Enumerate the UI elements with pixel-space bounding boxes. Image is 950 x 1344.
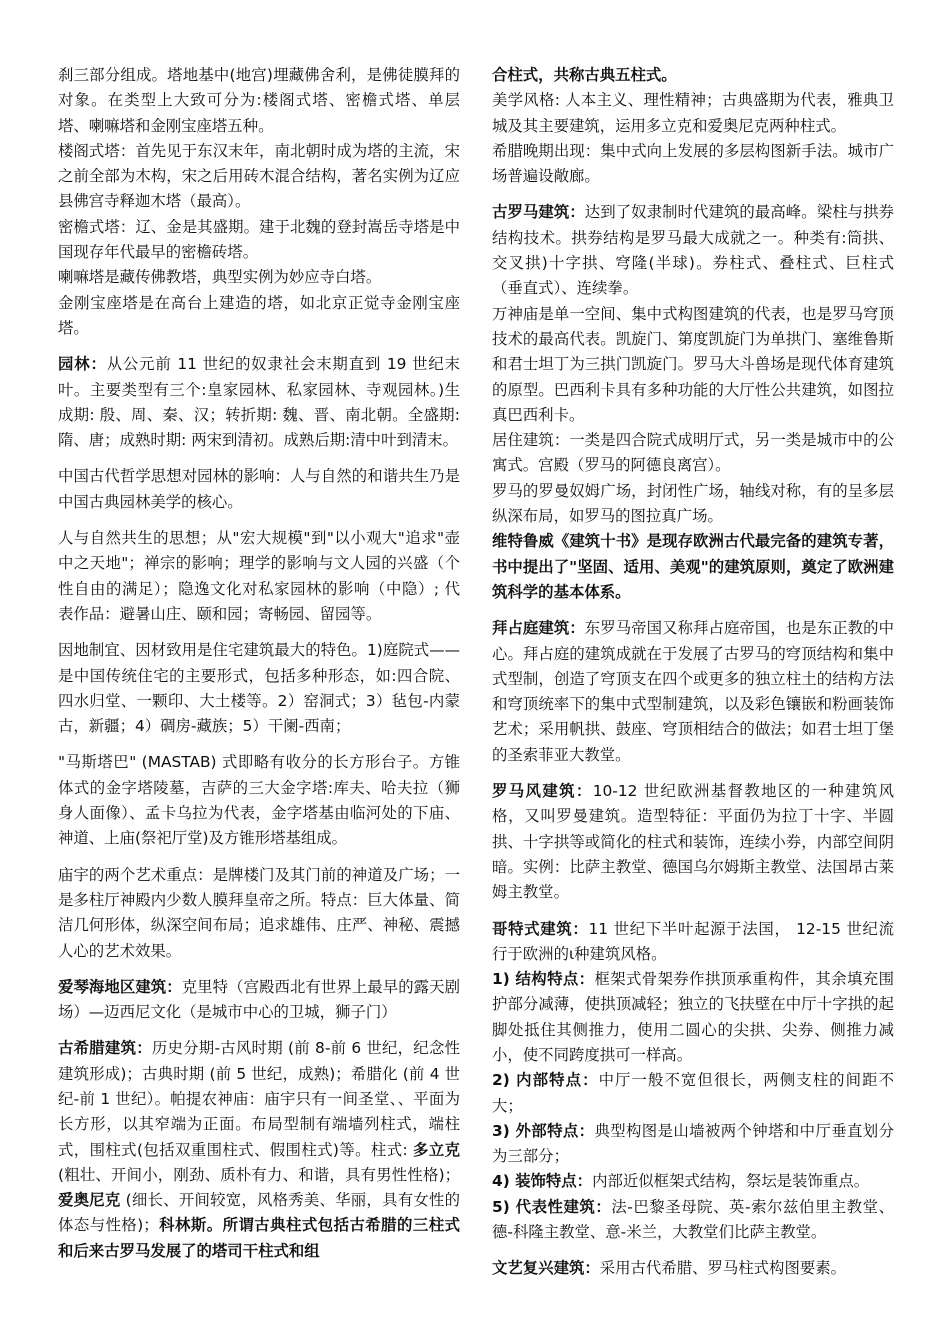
bold-text: 4) 装饰特点：: [492, 1172, 593, 1191]
text-run: 居住建筑：一类是四合院式成明厅式，另一类是城市中的公寓式。宫殿（罗马的阿德良离宫）。: [492, 431, 894, 475]
text-run: 法-巴黎圣母院、英-索尔兹伯里主教堂、德-科隆主教堂、意-米兰，大教堂们比萨主教堂。: [492, 1197, 894, 1242]
text-paragraph: [492, 302, 894, 428]
text-paragraph: [492, 529, 894, 605]
text-run: 典型构图是山墙被两个钟塔和中厅垂直划分为三部分；: [492, 1121, 894, 1166]
text-paragraph: [58, 526, 460, 627]
text-paragraph: [492, 63, 894, 88]
text-paragraph: [58, 139, 460, 215]
text-run: 11 世纪下半叶起源于法国， 12-15 世纪流行于欧洲的ι种建筑风格。: [492, 919, 894, 963]
text-run: 喇嘛塔是藏传佛教塔，典型实例为妙应寺白塔。: [58, 268, 382, 287]
bold-text: 爱琴海地区建筑：: [58, 977, 182, 996]
text-run: 内部近似框架式结构，祭坛是装饰重点。: [592, 1172, 870, 1191]
text-paragraph: [58, 63, 460, 139]
bold-text: 科林斯。所谓古典柱式包括古希腊的三柱式和后来古罗马发展了的塔司干柱式和组: [58, 1216, 460, 1260]
text-run: 达到了奴隶制时代建筑的最高峰。梁柱与拱券结构技术。拱券结构是罗马最大成就之一。种类有:筒拱、交叉拱)十字拱、穹隆(半球)。券柱式、叠柱式、巨柱式（垂直式）、连续拳。: [492, 203, 894, 298]
text-paragraph: [492, 616, 894, 768]
text-run: 中国古代哲学思想对园林的影响：人与自然的和谐共生乃是中国古典园林美学的核心。: [58, 467, 460, 511]
text-paragraph: [492, 428, 894, 479]
text-run: 希腊晚期出现：集中式向上发展的多层构图新手法。城市广场普遍设敞廊。: [492, 141, 894, 186]
bold-text: 拜占庭建筑：: [492, 619, 585, 638]
text-paragraph: [492, 1195, 894, 1246]
bold-text: 古希腊建筑：: [58, 1039, 152, 1058]
text-run: (粗壮、开间小，刚劲、质朴有力、和谐，具有男性性格)；: [58, 1165, 460, 1184]
text-paragraph: [492, 779, 894, 905]
bold-text: 维特鲁威《建筑十书》是现存欧洲古代最完备的建筑专著，书中提出了"坚固、适用、美观"的建筑原则，奠定了欧洲建筑科学的基本体系。: [492, 532, 894, 601]
text-paragraph: [492, 200, 894, 301]
text-run: 东罗马帝国又称拜占庭帝国，也是东正教的中心。拜占庭的建筑成就在于发展了古罗马的穹顶结构和集中式型制，创造了穹顶支在四个或更多的独立柱土的结构方法和穹顶统率下的集中式型制建筑，以及彩色镶嵌和粉画装饰艺术；采用帆拱、鼓座、穹顶相结合的做法；如君士坦丁堡的圣索菲亚大教堂。: [492, 619, 894, 764]
bold-text: 2) 内部特点：: [492, 1071, 599, 1090]
text-run: 罗马的罗曼奴姆广场，封闭性广场，轴线对称，有的呈多层纵深布局，如罗马的图拉真广场。: [492, 481, 894, 526]
right-column: [492, 63, 894, 1282]
bold-text: 园林：: [58, 355, 107, 374]
text-paragraph: [58, 265, 460, 290]
text-paragraph: [58, 464, 460, 515]
bold-text: 1) 结构特点：: [492, 970, 595, 989]
text-paragraph: [492, 967, 894, 1068]
text-run: 克里特（宫殿西北有世界上最早的露天剧场）—迈西尼文化（是城市中心的卫城，狮子门）: [58, 977, 460, 1022]
bold-text: 3) 外部特点：: [492, 1121, 595, 1140]
text-paragraph: [492, 1119, 894, 1170]
text-paragraph: [58, 1036, 460, 1264]
text-paragraph: [492, 1068, 894, 1119]
text-run: 刹三部分组成。塔地基中(地宫)埋藏佛舍利，是佛徒膜拜的对象。在类型上大致可分为:楼阁式塔、密檐式塔、单层塔、喇嘛塔和金刚宝座塔五种。: [58, 66, 460, 135]
bold-text: 合柱式，共称古典五柱式。: [492, 66, 677, 84]
text-paragraph: [492, 479, 894, 530]
text-paragraph: [492, 139, 894, 190]
text-paragraph: [492, 1256, 894, 1281]
text-run: 10-12 世纪欧洲基督教地区的一种建筑风格，又叫罗曼建筑。造型特征：平面仍为拉丁十字、半圆拱、十字拱等或简化的柱式和装饰，连续小券，内部空间阴暗。实例：比萨主教堂、德国乌尔姆斯主教堂、法国昂古莱姆主教堂。: [492, 782, 894, 902]
bold-text: 文艺复兴建筑：: [492, 1259, 600, 1278]
left-column: [58, 63, 460, 1264]
text-run: 庙宇的两个艺术重点：是牌楼门及其门前的神道及广场；一是多柱厅神殿内少数人膜拜皇帝之所。特点：巨大体量、简洁几何形体，纵深空间布局；追求雄伟、庄严、神秘、震撼人心的艺术效果。: [58, 865, 460, 960]
text-paragraph: [492, 917, 894, 968]
text-paragraph: [58, 215, 460, 266]
text-run: 人与自然共生的思想；从"宏大规模"到"以小观大"追求"壶中之天地"；禅宗的影响；理学的影响与文人园的兴盛（个性自由的满足）；隐逸文化对私家园林的影响（中隐）; 代表作品：避暑山庄、颐和园；寄畅园、留园等。: [58, 529, 460, 623]
text-run: 中厅一般不宽但很长，两侧支柱的间距不大；: [492, 1071, 894, 1115]
text-paragraph: [492, 1169, 894, 1194]
text-paragraph: [58, 975, 460, 1026]
bold-text: 古罗马建筑：: [492, 203, 585, 222]
bold-text: 哥特式建筑：: [492, 919, 589, 938]
text-run: 框架式骨架券作拱顶承重构件，其余填充围护部分减薄，使拱顶减轻；独立的飞扶壁在中厅十字拱的起脚处抵住其侧推力，使用二圆心的尖拱、尖券、侧推力减小，使不同跨度拱可一样高。: [492, 970, 894, 1064]
text-paragraph: [58, 863, 460, 964]
text-paragraph: [58, 638, 460, 739]
text-run: 密檐式塔：辽、金是其盛期。建于北魏的登封嵩岳寺塔是中国现存年代最早的密檐砖塔。: [58, 217, 460, 262]
text-run: 历史分期-古风时期 (前 8-前 6 世纪，纪念性建筑形成)；古典时期 (前 5 世纪，成熟)；希腊化 (前 4 世纪-前 1 世纪）。帕提农神庙：庙宇只有一间圣堂、、平面为长方形，以其窄端为正面。布局型制有端墙列柱式，端柱式，围柱式(包括双重围柱式、假围柱式)等。柱式:: [58, 1039, 460, 1159]
bold-text: 多立克: [413, 1140, 460, 1159]
bold-text: 爱奥尼克: [58, 1191, 121, 1210]
text-run: 万神庙是单一空间、集中式构图建筑的代表，也是罗马穹顶技术的最高代表。凯旋门、第度凯旋门为单拱门、塞维鲁斯和君士坦丁为三拱门凯旋门。罗马大斗兽场是现代体育建筑的原型。巴西利卡具有多种功能的大厅性公共建筑，如图拉真巴西利卡。: [492, 304, 894, 424]
text-run: "马斯塔巴" (MASTAB) 式即略有收分的长方形台子。方锥体式的金字塔陵墓，吉萨的三大金字塔:库夫、哈夫拉（狮身人面像）、孟卡乌拉为代表，金字塔基由临河处的下庙、神道、上庙(祭祀厅堂)及方锥形塔基组成。: [58, 753, 460, 848]
text-paragraph: [58, 291, 460, 342]
text-run: 金刚宝座塔是在高台上建造的塔，如北京正觉寺金刚宝座塔。: [58, 293, 460, 337]
text-run: 楼阁式塔：首先见于东汉末年，南北朝时成为塔的主流，宋之前全部为木构，宋之后用砖木混合结构，著名实例为辽应县佛宫寺释迦木塔（最高）。: [58, 141, 460, 211]
text-paragraph: [58, 352, 460, 453]
bold-text: 罗马风建筑：: [492, 782, 593, 801]
text-run: 美学风格: 人本主义、理性精神；古典盛期为代表，雅典卫城及其主要建筑，运用多立克和爱奥尼克两种柱式。: [492, 91, 894, 135]
text-run: 从公元前 11 世纪的奴隶社会末期直到 19 世纪末叶。主要类型有三个:皇家园林、私家园林、寺观园林。)生成期: 殷、周、秦、汉；转折期: 魏、晋、南北朝。全盛期: 隋、唐；成熟时期: 两宋到清初。成熟后期:清中叶到清末。: [58, 355, 460, 450]
text-run: 采用古代希腊、罗马柱式构图要素。: [599, 1259, 847, 1278]
text-paragraph: [492, 88, 894, 139]
text-run: 因地制宜、因材致用是住宅建筑最大的特色。1)庭院式——是中国传统住宅的主要形式，包括多种形态，如:四合院、四水归堂、一颗印、大土楼等。2）窑洞式；3）毡包-内蒙古，新疆；4）碉房-藏族；5）干阑-西南；: [58, 641, 460, 736]
text-paragraph: [58, 750, 460, 851]
bold-text: 5) 代表性建筑：: [492, 1197, 612, 1216]
text-run: (细长、开间较宽，风格秀美、华丽，具有女性的体态与性格)；: [58, 1191, 460, 1235]
